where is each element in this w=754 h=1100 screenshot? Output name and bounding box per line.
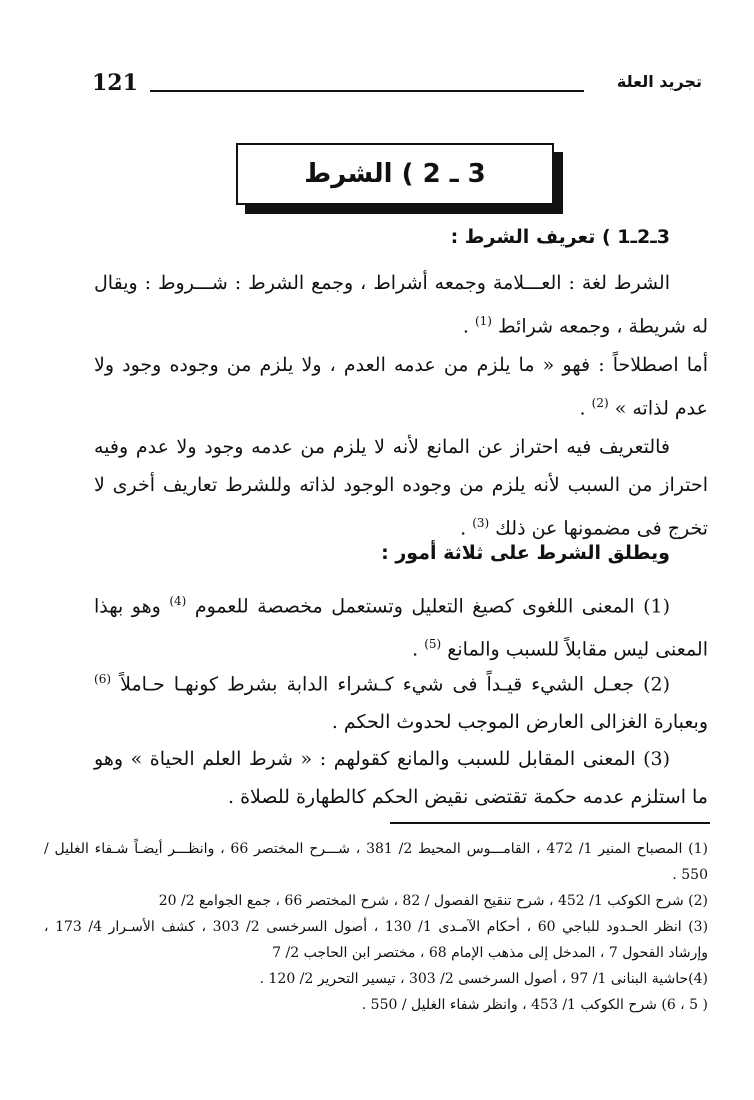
paragraph-technical-text: أما اصطلاحاً : فهو « ما يلزم من عدمه العدم ، ولا يلزم من وجوده وجود ولا عدم لذاته »	[94, 354, 708, 420]
footnotes	[44, 836, 708, 1018]
usage-item-1-text-b: وهو بهذا المعنى ليس مقابلاً للسبب والمانع	[94, 595, 708, 661]
footnote-ref: (5)	[424, 637, 442, 652]
paragraph-linguistic-text: الشرط لغة : العـــلامة وجمعه أشراط ، وجمع الشرط : شـــروط : ويقال له شريطة ، وجمعه شرائط	[94, 272, 708, 338]
footnote-5-6: ( 5 ، 6) شرح الكوكب 1/ 453 ، وانظر شفاء الغليل / 550 .	[361, 997, 708, 1013]
footnote-separator	[390, 822, 710, 824]
paragraph-explanation: فالتعريف فيه احتراز عن المانع لأنه لا يلزم من عدمه وجود ولا عدم وفيه احتراز من السبب لأنه يلزم من وجوده الوجود لذاته وللشرط تعاريف أخرى لا تخرج فى مضمونها عن ذلك $^{(3)}$ .	[94, 436, 708, 540]
paragraph-technical: أما اصطلاحاً : فهو « ما يلزم من عدمه العدم ، ولا يلزم من وجوده وجود ولا عدم لذاته » $^{(2)}$ .	[94, 354, 708, 420]
paragraph-linguistic: الشرط لغة : العـــلامة وجمعه أشراط ، وجمع الشرط : شـــروط : ويقال له شريطة ، وجمعه شرائط $^{(1)}$ .	[94, 272, 708, 338]
running-title: تجريد العلة	[616, 72, 702, 91]
header-rule	[150, 90, 584, 92]
usage-item-1-text-a: (1) المعنى اللغوى كصيغ التعليل وتستعمل مخصصة للعموم	[194, 595, 671, 618]
section-title-box	[236, 143, 554, 205]
usage-item-2-text-a: (2) جعـل الشيء قيـداً فى شيء كـشراء الدابة بشرط كونهـا حـاملاً	[120, 673, 670, 696]
footnote-2: (2) شرح الكوكب 1/ 452 ، شرح تنقيح الفصول / 82 ، شرح المختصر 66 ، جمع الجوامع 2/ 20	[158, 893, 708, 909]
usage-heading: ويطلق الشرط على ثلاثة أمور :	[381, 542, 670, 564]
footnote-ref: (2)	[591, 396, 609, 410]
usage-item-2	[94, 660, 708, 741]
paragraph-explanation-text: فالتعريف فيه احتراز عن المانع لأنه لا يلزم من عدمه وجود ولا عدم وفيه احتراز من السبب لأنه يلزم من وجوده الوجود لذاته وللشرط تعاريف أخرى لا تخرج فى مضمونها عن ذلك	[94, 436, 708, 540]
usage-item-1: (1) المعنى اللغوى كصيغ التعليل وتستعمل مخصصة للعموم $^{(4)}$ وهو بهذا المعنى ليس مقابلاً للسبب والمانع $^{(5)}$ .	[94, 594, 708, 661]
definition-heading: 3ـ2ـ1 ) تعريف الشرط :	[450, 226, 670, 248]
usage-item-2-text-b: وبعبارة الغزالى العارض الموجب لحدوث الحكم .	[331, 711, 708, 734]
footnote-ref: (1)	[474, 314, 492, 328]
running-header	[92, 70, 702, 104]
page-number: 121	[92, 70, 138, 96]
footnote-4: (4)حاشية البنانى 1/ 97 ، أصول السرخسى 2/ 303 ، تيسير التحرير 2/ 120 .	[259, 971, 708, 987]
footnote-3: (3) انظر الحـدود للباجي 60 ، أحكام الآمـدى 1/ 130 ، أصول السرخسى 2/ 303 ، كشف الأسـرار 4/ 173 ، وإرشاد الفحول 7 ، المدخل إلى مذهب الإمام 68 ، مختصر ابن الحاجب 2/ 7	[44, 919, 709, 961]
usage-item-3: (3) المعنى المقابل للسبب والمانع كقولهم : « شرط العلم الحياة » وهو ما استلزم عدمه حكمة تقتضى نقيض الحكم كالطهارة للصلاة .	[94, 748, 708, 808]
footnote-ref: (3)	[472, 516, 490, 530]
footnote-ref: (4)	[169, 594, 187, 608]
footnote-1: (1) المصباح المنير 1/ 472 ، القامـــوس المحيط 2/ 381 ، شـــرح المختصر 66 ، وانظـــر أيضـاً شـفاء الغليل / 550 .	[44, 841, 709, 883]
footnote-ref: (6)	[94, 672, 112, 686]
section-title: 3 ـ 2 ) الشرط	[304, 159, 486, 189]
